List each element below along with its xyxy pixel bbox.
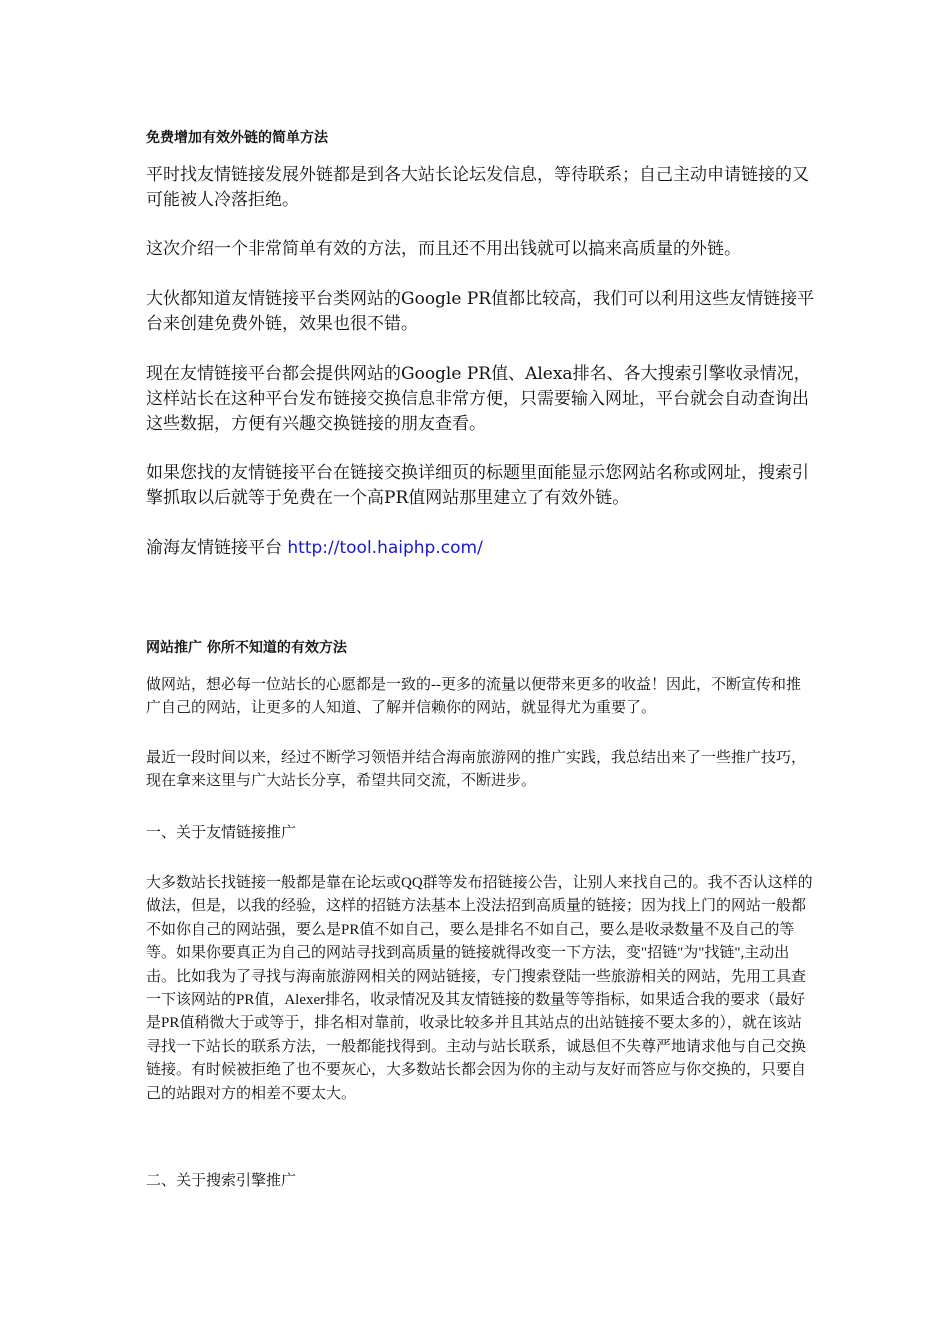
platform-line xyxy=(146,536,816,561)
platform-label: 渝海友情链接平台 xyxy=(146,538,282,558)
section-heading-friend-links: 一、关于友情链接推广 xyxy=(146,825,297,841)
article2-paragraph-1: 做网站，想必每一位站长的心愿都是一致的--更多的流量以便带来更多的收益！因此，不断宣传和推广自己的网站，让更多的人知道、了解并信赖你的网站，就显得尤为重要了。 xyxy=(146,677,801,717)
article1-title: 免费增加有效外链的简单方法 xyxy=(146,130,328,146)
platform-link[interactable]: http://tool.haiphp.com/ xyxy=(287,538,483,558)
article1-paragraph-4: 现在友情链接平台都会提供网站的Google PR值、Alexa排名、各大搜索引擎收录情况，这样站长在这种平台发布链接交换信息非常方便，只需要输入网址，平台就会自动查询出这些数据，方便有兴趣交换链接的朋友查看。 xyxy=(146,364,811,434)
section-heading-search-engines: 二、关于搜索引擎推广 xyxy=(146,1173,297,1189)
article1-paragraph-1: 平时找友情链接发展外链都是到各大站长论坛发信息，等待联系；自己主动申请链接的又可能被人冷落拒绝。 xyxy=(146,165,809,210)
article1-paragraph-3: 大伙都知道友情链接平台类网站的Google PR值都比较高，我们可以利用这些友情链接平台来创建免费外链，效果也很不错。 xyxy=(146,289,815,334)
article2-title: 网站推广 你所不知道的有效方法 xyxy=(146,640,347,656)
article1-paragraph-5: 如果您找的友情链接平台在链接交换详细页的标题里面能显示您网站名称或网址，搜索引擎抓取以后就等于免费在一个高PR值网站那里建立了有效外链。 xyxy=(146,463,809,508)
article2-paragraph-2: 最近一段时间以来，经过不断学习领悟并结合海南旅游网的推广实践，我总结出来了一些推广技巧，现在拿来这里与广大站长分享，希望共同交流，不断进步。 xyxy=(146,750,807,790)
article2-paragraph-3: 大多数站长找链接一般都是靠在论坛或QQ群等发布招链接公告，让别人来找自己的。我不否认这样的做法，但是，以我的经验，这样的招链方法基本上没法招到高质量的链接；因为找上门的网站一般都不如你自己的网站强，要么是PR值不如自己，要么是排名不如自己，要么是收录数量不及自己的等等。如果你要真正为自己的网站寻找到高质量的链接就得改变一下方法，变"招链"为"找链",主动出击。比如我为了寻找与海南旅游网相关的网站链接，专门搜索登陆一些旅游相关的网站，先用工具查一下该网站的PR值，Alexer排名，收录情况及其友情链接的数量等等指标，如果适合我的要求（最好是PR值稍微大于或等于，排名相对靠前，收录比较多并且其站点的出站链接不要太多的），就在该站寻找一下站长的联系方法，一般都能找得到。主动与站长联系，诚恳但不失尊严地请求他与自己交换链接。有时候被拒绝了也不要灰心，大多数站长都会因为你的主动与友好而答应与你交换的，只要自己的站跟对方的相差不要太大。 xyxy=(146,875,813,1102)
article1-paragraph-2: 这次介绍一个非常简单有效的方法，而且还不用出钱就可以搞来高质量的外链。 xyxy=(146,239,741,259)
